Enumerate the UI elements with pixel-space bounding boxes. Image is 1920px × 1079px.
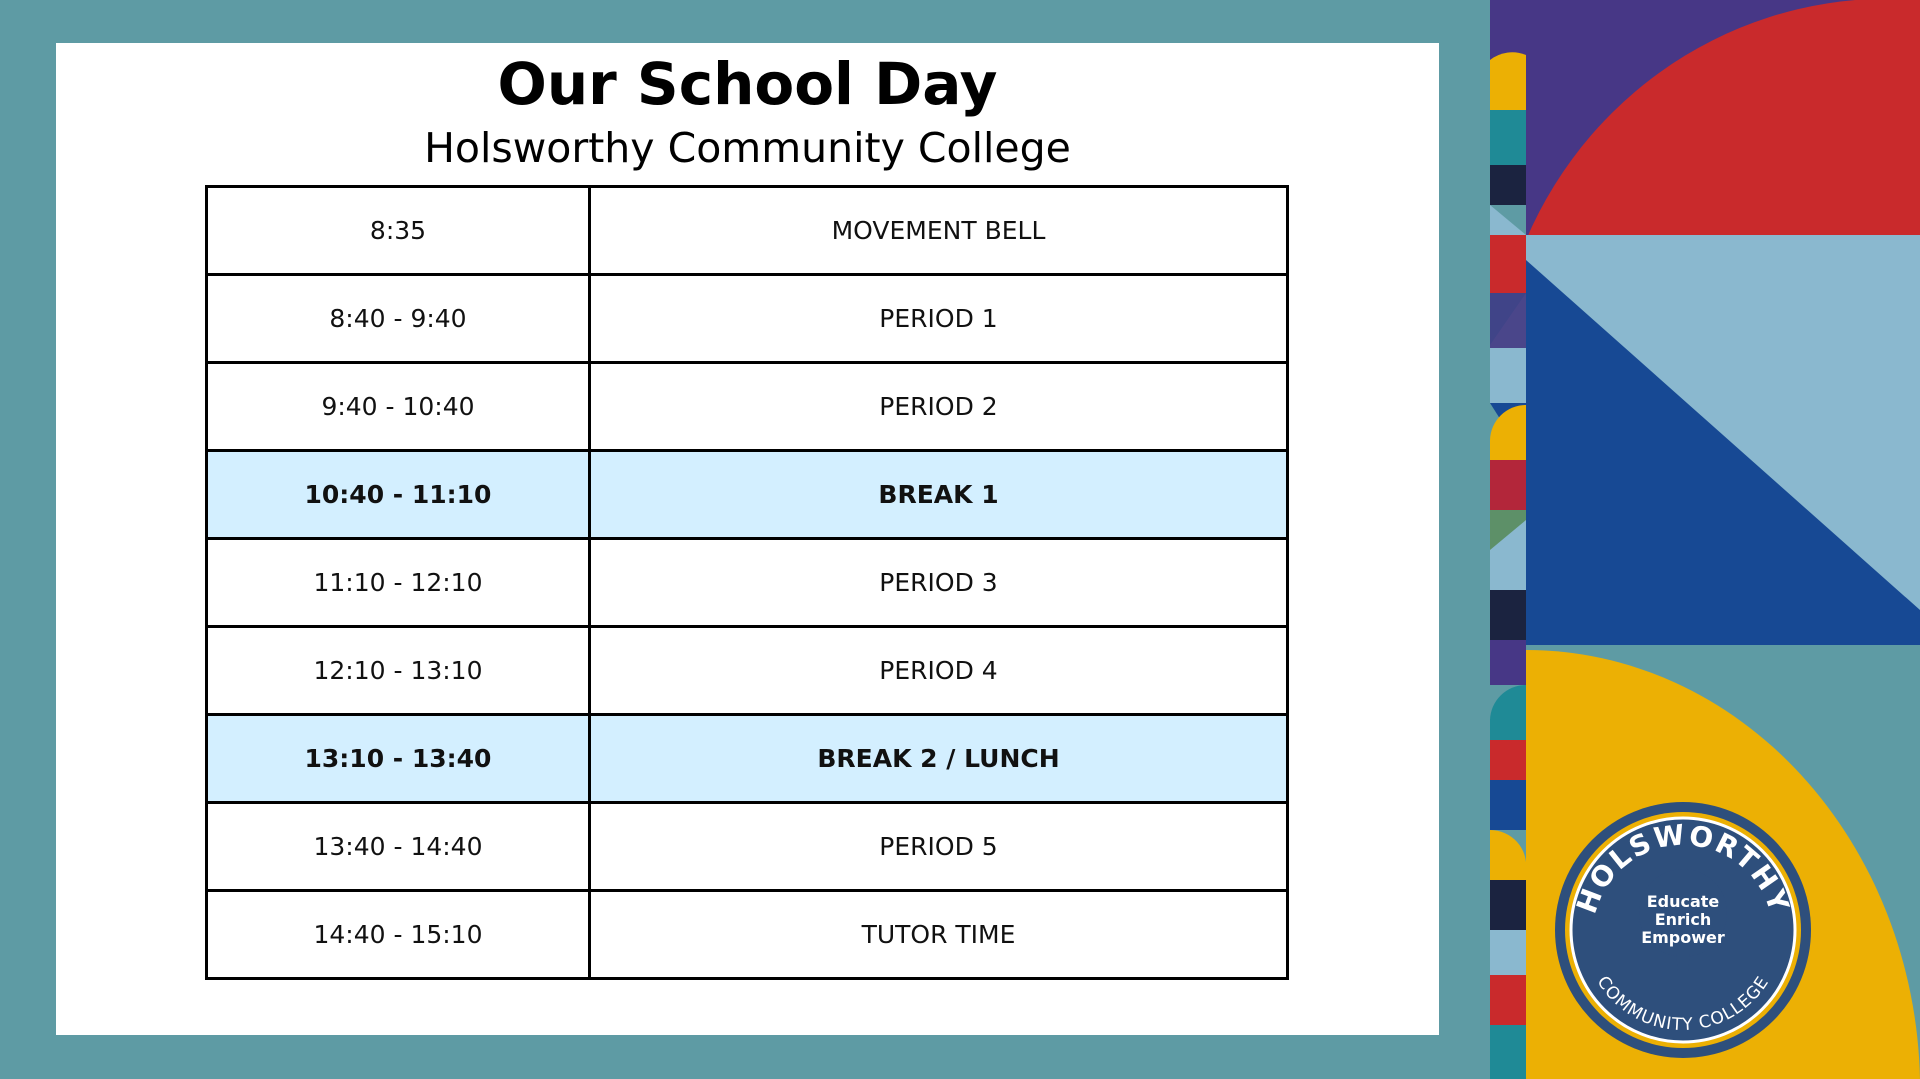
- decorative-stripe: [1490, 0, 1526, 1079]
- table-row: [207, 275, 1288, 363]
- logo-motto-3: Empower: [1641, 928, 1725, 947]
- time-cell: 12:10 - 13:10: [207, 627, 590, 715]
- logo-motto-1: Educate: [1646, 892, 1720, 911]
- table-row: [207, 363, 1288, 451]
- schedule-table: [205, 185, 1289, 980]
- logo-motto-2: Enrich: [1654, 910, 1712, 929]
- table-row: [207, 803, 1288, 891]
- logo-top-text: HOLSWORTHY: [1569, 817, 1797, 918]
- activity-cell: PERIOD 1: [590, 275, 1288, 363]
- time-cell: 14:40 - 15:10: [207, 891, 590, 979]
- table-row: [207, 715, 1288, 803]
- table-row: [207, 187, 1288, 275]
- table-row: [207, 451, 1288, 539]
- activity-cell: MOVEMENT BELL: [590, 187, 1288, 275]
- time-cell: 13:40 - 14:40: [207, 803, 590, 891]
- table-row: [207, 891, 1288, 979]
- activity-cell: BREAK 1: [590, 451, 1288, 539]
- college-logo: [1548, 795, 1818, 1065]
- time-cell: 13:10 - 13:40: [207, 715, 590, 803]
- schedule-card: [56, 43, 1439, 1035]
- activity-cell: PERIOD 5: [590, 803, 1288, 891]
- time-cell: 9:40 - 10:40: [207, 363, 590, 451]
- time-cell: 11:10 - 12:10: [207, 539, 590, 627]
- table-row: [207, 539, 1288, 627]
- page-title: Our School Day: [497, 50, 998, 118]
- table-row: [207, 627, 1288, 715]
- activity-cell: TUTOR TIME: [590, 891, 1288, 979]
- activity-cell: PERIOD 2: [590, 363, 1288, 451]
- time-cell: 10:40 - 11:10: [207, 451, 590, 539]
- time-cell: 8:40 - 9:40: [207, 275, 590, 363]
- activity-cell: PERIOD 4: [590, 627, 1288, 715]
- activity-cell: BREAK 2 / LUNCH: [590, 715, 1288, 803]
- activity-cell: PERIOD 3: [590, 539, 1288, 627]
- logo-bottom-text: COMMUNITY COLLEGE: [1592, 972, 1774, 1036]
- page-subtitle: Holsworthy Community College: [424, 124, 1071, 172]
- time-cell: 8:35: [207, 187, 590, 275]
